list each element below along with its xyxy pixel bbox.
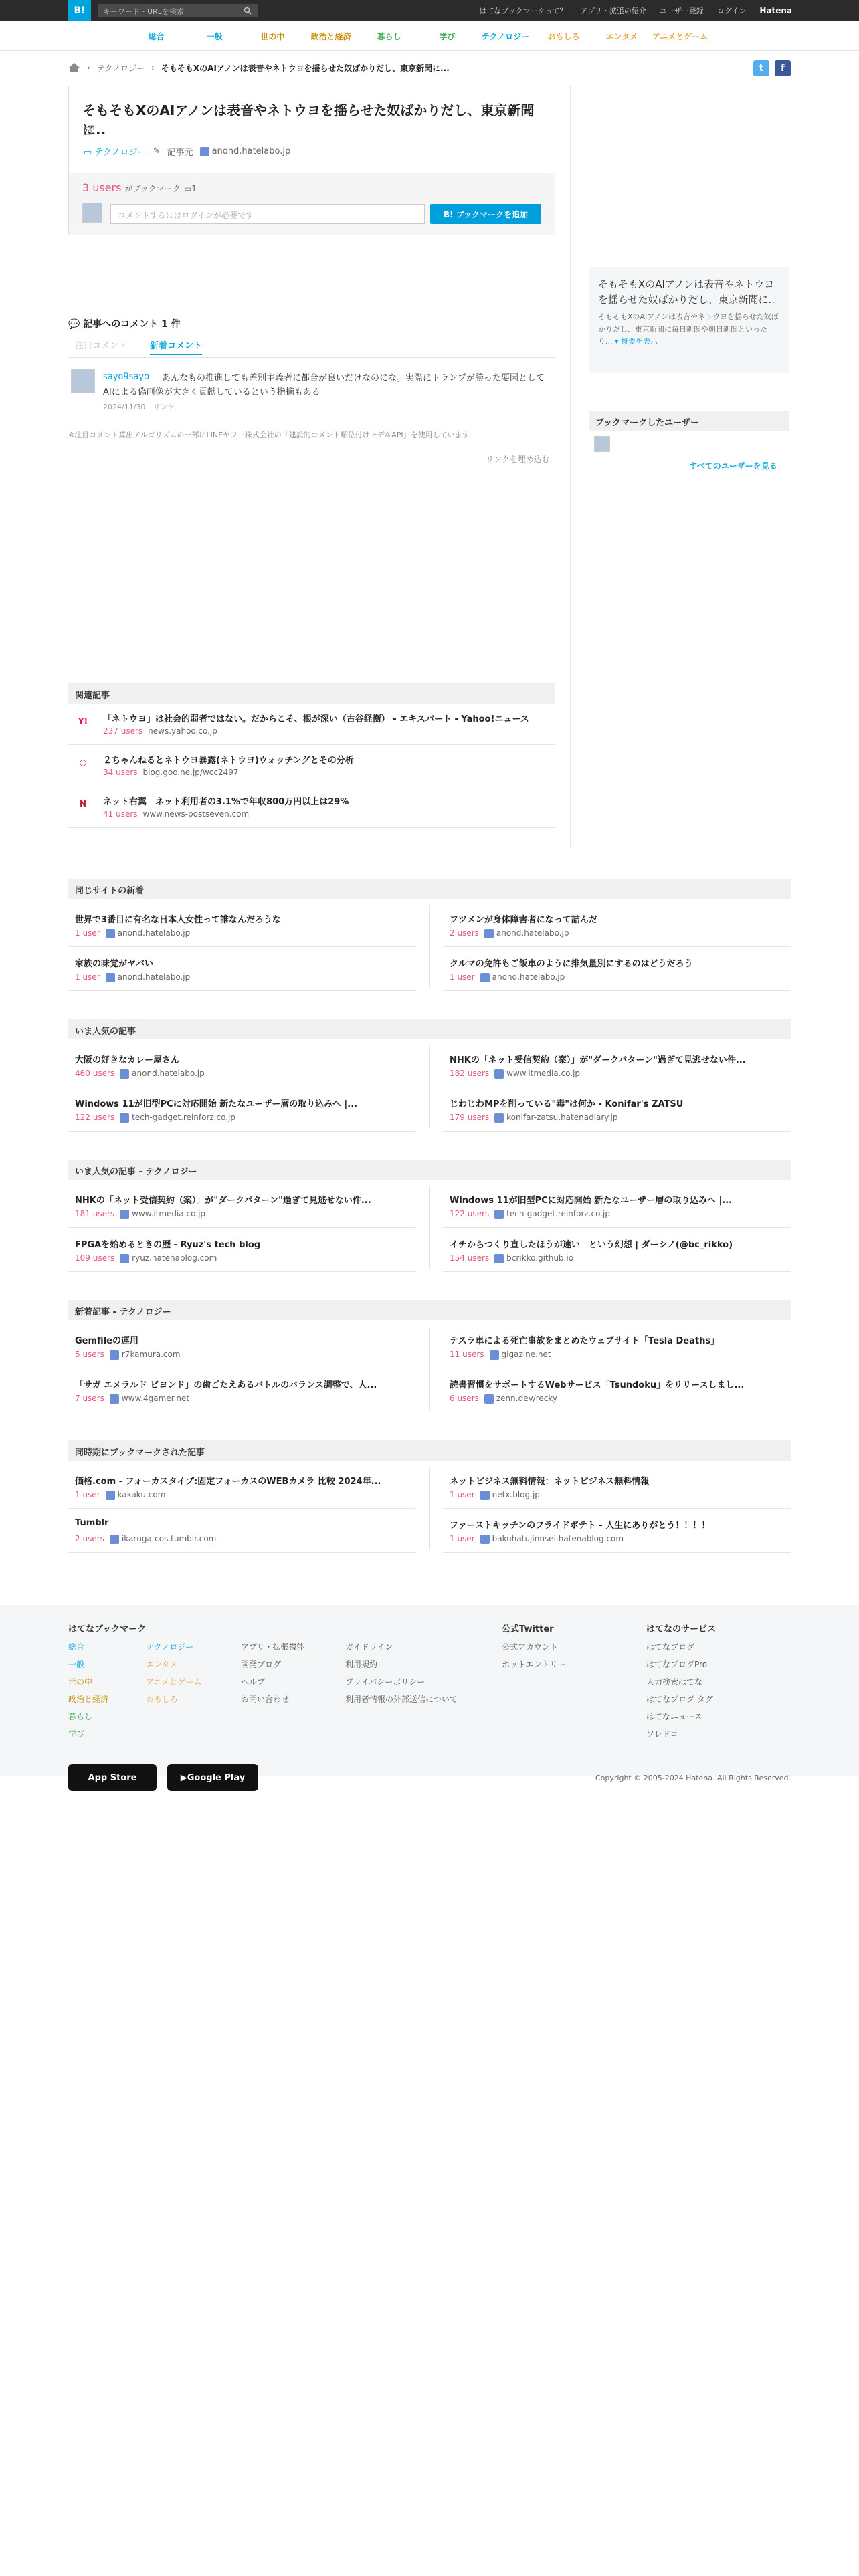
footer-heading: はてなブックマーク [68,1624,147,1634]
article-title[interactable]: テスラ車による死亡事故をまとめたウェブサイト「Tesla Deaths」 [450,1336,720,1346]
related-item[interactable] [68,786,555,828]
footer-link[interactable]: アニメとゲーム [146,1677,202,1687]
article-meta [450,1394,557,1404]
comment-algorithm-notice: ※注目コメント算出アルゴリズムの一部にLINEヤフー株式会社の「建設的コメント順位付けモデルAPI」を使用しています [68,431,470,439]
footer-links [646,1638,716,1743]
article-title[interactable]: Tumblr [75,1518,109,1528]
article-title[interactable]: FPGAを始めるときの歴 - Ryuz's tech blog [75,1240,261,1250]
users-count[interactable]: 237 users [103,726,143,736]
comment-permalink[interactable]: リンク [153,403,175,411]
article-title[interactable]: ファーストキッチンのフライドポテト - 人生にありがとう！！！！ [450,1521,710,1531]
users-count[interactable]: 460 users [75,1069,115,1078]
list-item[interactable] [443,1511,791,1553]
users-count[interactable]: 1 user [75,972,100,982]
site-favicon-icon [106,929,115,938]
comment-user[interactable]: sayo9sayo [103,372,150,382]
footer-link[interactable]: 一般 [68,1660,85,1669]
footer-link[interactable]: 学び [68,1729,85,1739]
show-summary-link[interactable]: ▾ 概要を表示 [615,337,658,346]
domain[interactable]: anond.hatelabo.jp [117,928,191,938]
entry-category[interactable] [84,145,147,158]
domain[interactable]: kakaku.com [117,1490,166,1499]
domain[interactable]: blog.goo.ne.jp/wcc2497 [142,768,239,777]
google-play-label: Google Play [187,1772,246,1783]
site-favicon-icon [120,1069,129,1079]
site-favicon-icon [120,1210,129,1219]
list-heading: いま人気の記事 [68,1019,791,1039]
related-meta [103,809,249,819]
site-favicon-icon [480,1535,490,1544]
users-count[interactable]: 7 users [75,1394,104,1403]
app-store-button[interactable] [68,1764,157,1791]
domain[interactable]: tech-gadget.reinforz.co.jp [132,1113,235,1122]
domain[interactable]: www.4gamer.net [121,1394,190,1403]
article-meta [75,1490,165,1500]
footer-heading: はてなのサービス [646,1624,717,1634]
site-favicon-icon [484,929,494,938]
edit-icon[interactable]: ✎ [153,146,161,156]
comments-title: 記事へのコメント 1 件 [83,319,181,330]
comment-meta [103,401,175,412]
site-favicon-icon [120,1113,129,1123]
users-count[interactable]: 122 users [75,1113,115,1122]
category-tab[interactable]: 世の中 [260,31,285,41]
list-heading: 新着記事 - テクノロジー [68,1300,791,1320]
category-bar [0,21,859,51]
footer-link[interactable]: アプリ・拡張機能 [241,1642,305,1652]
site-favicon-icon [110,1350,119,1360]
footer-link[interactable]: ホットエントリー [502,1660,566,1669]
list-item[interactable] [443,1371,791,1412]
all-users-link[interactable]: すべてのユーザーを見る [689,461,777,471]
article-meta [75,1069,205,1079]
site-favicon-icon [120,1254,129,1263]
article-title[interactable]: NHKの「ネット受信契約（案）」が"ダークパターン"過ぎて見逃せない件... [450,1055,746,1065]
article-meta [450,1253,573,1263]
list-heading: いま人気の記事 - テクノロジー [68,1160,791,1180]
domain[interactable]: r7kamura.com [121,1350,181,1359]
footer-links [68,1638,146,1743]
copyright: Copyright © 2005-2024 Hatena. All Rights Reserved. [595,1774,791,1782]
domain[interactable]: zenn.dev/recky [496,1394,557,1403]
hatena-bookmark-logo[interactable]: B! [68,0,91,21]
list-heading: 同時期にブックマークされた記事 [68,1440,791,1461]
site-favicon-icon [480,973,490,982]
users-count[interactable]: 6 users [450,1394,479,1403]
domain[interactable]: anond.hatelabo.jp [132,1069,205,1078]
footer-col-bookmark [68,1621,146,1743]
breadcrumb-separator: › [151,63,155,72]
list-item[interactable] [68,905,416,947]
footer-link[interactable]: 暮らし [68,1712,93,1721]
footer-link[interactable]: 世の中 [68,1677,93,1687]
footer-col-services [646,1621,716,1743]
tab-popular-comments[interactable]: 注目コメント [75,341,128,351]
app-store-label: App Store [88,1772,137,1783]
footer-link[interactable]: 公式アカウント [502,1642,558,1652]
article-meta [450,1490,540,1500]
list-item[interactable] [68,1511,416,1553]
comment-bubble-icon: 💬 [68,319,84,330]
domain[interactable]: gigazine.net [501,1350,551,1359]
related-item[interactable] [68,745,555,786]
article-title[interactable]: 読書習慣をサポートするWebサービス「Tsundoku」をリリースしまし... [450,1380,745,1390]
domain[interactable]: www.itmedia.co.jp [132,1209,206,1218]
footer-link[interactable]: はてなブログPro [646,1660,708,1669]
article-meta [75,972,190,982]
list-item[interactable] [443,1467,791,1509]
site-favicon-icon: Y! [78,716,88,726]
users-suffix: がブックマーク [124,184,181,193]
domain[interactable]: www.news-postseven.com [142,809,250,819]
site-favicon-icon [106,1491,115,1500]
footer-link[interactable]: ヘルプ [241,1677,266,1687]
list-item[interactable] [443,1046,791,1087]
tab-divider [68,357,555,358]
footer-link[interactable]: 開発ブログ [241,1660,282,1669]
article-title[interactable]: NHKの「ネット受信契約（案）」が"ダークパターン"過ぎて見逃せない件... [75,1196,371,1206]
breadcrumb-category[interactable]: テクノロジー [96,63,145,73]
avatar[interactable] [71,369,95,393]
domain[interactable]: bakuhatujinnsei.hatenablog.com [492,1534,624,1543]
footer-links [345,1638,458,1708]
site-favicon-icon [480,1491,490,1500]
list-item[interactable] [68,1327,416,1368]
entry-card [68,86,555,235]
category-tab[interactable]: 学び [439,31,456,41]
footer [0,1605,859,1776]
site-favicon-icon [110,1535,119,1544]
article-meta [75,1350,181,1360]
users-count[interactable]: 41 users [103,809,138,819]
domain[interactable]: ikaruga-cos.tumblr.com [121,1534,217,1543]
apps-link[interactable]: アプリ・拡張の紹介 [580,7,646,15]
domain[interactable]: bcrikko.github.io [506,1253,574,1263]
article-meta [75,1209,205,1219]
summary-body: そもそもXのAIアノンは表音やネトウヨを揺らせた奴ばかりだし、東京新聞に毎日新聞や朝日新聞といったり... [598,312,779,346]
article-title[interactable]: 大阪の好きなカレー屋さん [75,1055,180,1065]
related-title[interactable]: ネット右翼 ネット利用者の3.1%で年収800万円以上は29% [103,797,349,807]
list-item[interactable] [443,1327,791,1368]
comment-icon: ▭ [84,148,95,158]
show-summary-label: 概要を表示 [621,337,658,346]
list-item[interactable] [68,1046,416,1087]
column-divider [570,86,571,848]
article-title[interactable]: Windows 11が旧型PCに対応開始 新たなユーザー層の取り込みへ |... [450,1196,733,1206]
users-count[interactable]: 2 users [75,1534,104,1543]
comment-text: あんなもの推進しても差別主義者に都合が良いだけなのにな。実際にトランプが勝った要因としてAIによる偽画像が大きく貢献しているという指摘もある [103,373,545,397]
hatena-logo[interactable]: Hatena [759,6,792,15]
domain[interactable]: anond.hatelabo.jp [492,972,565,982]
list-item[interactable] [68,1467,416,1509]
footer-link[interactable]: はてなニュース [646,1712,702,1721]
category-tab[interactable]: 一般 [206,31,223,41]
tab-new-comments[interactable]: 新着コメント [150,338,202,355]
home-icon[interactable] [68,62,80,73]
comment-date[interactable]: 2024/11/30 [103,403,146,411]
entry-category-label: テクノロジー [94,148,147,158]
avatar [82,203,102,223]
article-title[interactable]: 家族の味覚がヤバい [75,959,154,969]
category-tab[interactable]: エンタメ [605,31,638,41]
related-heading: 関連記事 [68,683,555,704]
article-title[interactable]: イチからつくり直したほうが速い という幻想 | ダーシノ(@bc_rikko) [450,1240,733,1250]
list-item[interactable] [68,1230,416,1272]
article-title[interactable]: 「サガ エメラルド ビヨンド」の歯ごたえあるバトルのバランス調整で、人... [75,1380,377,1390]
site-favicon-icon [200,147,209,156]
footer-link[interactable]: 利用規約 [345,1660,378,1669]
breadcrumb [68,60,450,75]
users-count[interactable]: 1 user [450,1534,475,1543]
bookmark-count[interactable] [82,181,197,194]
footer-heading: 公式Twitter [502,1624,554,1634]
site-favicon-icon [494,1210,504,1219]
footer-col-twitter [502,1621,566,1673]
site-favicon-icon: ◎ [79,758,87,767]
article-meta [450,1113,617,1123]
list-item[interactable] [443,1230,791,1272]
users-count[interactable]: 179 users [450,1113,490,1122]
article-meta [75,1253,217,1263]
breadcrumb-current: そもそもXのAIアノンは表音やネトウヨを揺らせた奴ばかりだし、東京新聞に... [161,63,450,73]
domain[interactable]: netx.blog.jp [492,1490,540,1499]
site-favicon-icon [484,1394,494,1404]
footer-links [502,1638,566,1673]
entry-title[interactable]: そもそもXのAIアノンは表音やネトウヨを揺らせた奴ばかりだし、東京新聞に.. [82,102,535,138]
facebook-share-icon[interactable]: f [775,60,791,76]
footer-links [241,1638,305,1708]
users-count[interactable]: 182 users [450,1069,490,1078]
footer-link[interactable]: エンタメ [146,1660,178,1669]
footer-link[interactable]: ガイドライン [345,1642,393,1652]
users-count[interactable]: 1 user [450,972,475,982]
top-bar [0,0,859,21]
author-label: 記事元 [167,148,193,158]
site-favicon-icon: N [79,799,87,809]
footer-links [146,1638,201,1708]
entry-meta [84,145,290,158]
list-item[interactable] [68,1371,416,1412]
domain[interactable]: konifar-zatsu.hatenadiary.jp [506,1113,618,1122]
article-meta [75,1394,189,1404]
list-item[interactable] [68,1186,416,1228]
list-heading: 同じサイトの新着 [68,879,791,899]
users-count[interactable]: 1 user [450,1490,475,1499]
category-tab[interactable]: おもしろ [547,31,580,41]
breadcrumb-separator: › [87,63,90,72]
category-list [127,21,709,51]
footer-link[interactable]: テクノロジー [146,1642,194,1652]
summary-box [589,267,789,373]
google-play-button[interactable] [167,1764,258,1791]
entry-domain[interactable] [200,146,291,156]
summary-title: そもそもXのAIアノンは表音やネトウヨを揺らせた奴ばかりだし、東京新聞に.. [598,278,775,306]
users-count[interactable]: 109 users [75,1253,115,1263]
list-item[interactable] [443,1186,791,1228]
site-favicon-icon [494,1254,504,1263]
related-title[interactable]: 「ネトウヨ」は社会的弱者ではない。だからこそ、根が深い（古谷経衡） - エキスパート - Yahoo!ニュース [103,714,529,724]
domain[interactable]: tech-gadget.reinforz.co.jp [506,1209,610,1218]
related-item[interactable] [68,704,555,745]
article-meta [450,1350,551,1360]
embed-link[interactable]: リンクを埋め込む [486,455,550,464]
entry-domain-text: anond.hatelabo.jp [211,146,291,156]
top-nav [480,0,792,21]
login-link[interactable]: ログイン [717,7,747,15]
article-meta [450,1069,580,1079]
users-count[interactable]: 34 users [103,768,138,777]
related-meta [103,726,217,736]
article-title[interactable]: クルマの免許もご飯車のように排気量別にするのはどうだろう [450,959,693,969]
avatar[interactable] [594,436,610,452]
bookmarked-users-heading: ブックマークしたユーザー [589,411,789,431]
footer-link[interactable]: はてなブログ [646,1642,695,1652]
list-item[interactable] [443,950,791,991]
article-title[interactable]: じわじわMPを削っている"毒"は何か - Konifar's ZATSU [450,1099,684,1109]
related-title[interactable]: ２ちゃんねるとネトウヨ暴露(ネトウヨ)ウォッチングとその分析 [103,756,354,766]
footer-link[interactable]: はてなブログ タグ [646,1695,713,1704]
external-link-icon[interactable] [84,125,94,136]
list-item[interactable] [443,905,791,947]
list-item[interactable] [68,1090,416,1132]
users-count[interactable]: 11 users [450,1350,484,1359]
play-icon: ▶ [180,1772,187,1783]
domain[interactable]: news.yahoo.co.jp [148,726,217,736]
users-count[interactable]: 5 users [75,1350,104,1359]
users-count[interactable]: 1 user [75,1490,100,1499]
site-favicon-icon [494,1113,504,1123]
category-tab[interactable]: 総合 [148,31,165,41]
article-title[interactable]: ネットビジネス無料情報：ネットビジネス無料情報 [450,1477,650,1487]
users-count[interactable]: 181 users [75,1209,115,1218]
users-count[interactable]: 122 users [450,1209,490,1218]
search-icon[interactable] [244,7,252,15]
users-count[interactable]: 1 user [75,928,100,938]
list-item[interactable] [443,1090,791,1132]
category-tab[interactable]: 暮らし [377,31,401,41]
users-count: 3 users [82,181,122,194]
about-link[interactable]: はてなブックマークって？ [479,7,567,15]
domain[interactable]: anond.hatelabo.jp [496,928,569,938]
article-meta [450,972,565,982]
article-title[interactable]: 価格.com - フォーカスタイプ:固定フォーカスのWEBカメラ 比較 2024年... [75,1477,381,1487]
domain[interactable]: www.itmedia.co.jp [506,1069,581,1078]
site-favicon-icon [490,1350,499,1360]
site-favicon-icon [106,973,115,982]
list-item[interactable] [68,950,416,991]
related-meta [103,768,239,777]
summary-text [598,311,780,348]
article-title[interactable]: Windows 11が旧型PCに対応開始 新たなユーザー層の取り込みへ |... [75,1099,358,1109]
footer-link[interactable]: お問い合わせ [241,1695,290,1704]
users-count[interactable]: 154 users [450,1253,490,1263]
site-favicon-icon [110,1394,119,1404]
article-meta [450,1534,624,1544]
category-tab[interactable]: 政治と経済 [310,31,351,41]
article-title[interactable]: フツメンが身体障害者になって詰んだ [450,915,597,925]
article-meta [75,1113,235,1123]
comment-input[interactable]: コメントするにはログインが必要です [110,204,425,224]
signup-link[interactable]: ユーザー登録 [659,7,704,15]
category-tab[interactable]: アニメとゲーム [652,31,708,41]
footer-link[interactable]: おもしろ [146,1695,179,1704]
article-title[interactable]: 世界で3番目に有名な日本人女性って誰なんだろうな [75,915,282,925]
footer-link[interactable]: 総合 [68,1642,85,1652]
footer-link[interactable]: プライバシーポリシー [345,1677,425,1687]
add-bookmark-button[interactable]: B! ブックマークを追加 [430,204,541,224]
twitter-share-icon[interactable]: t [753,60,769,76]
comment-tabs [75,338,202,355]
domain[interactable]: ryuz.hatenablog.com [132,1253,217,1263]
footer-link[interactable]: 利用者情報の外部送信について [345,1695,458,1704]
article-title[interactable]: Gemfileの運用 [75,1336,138,1346]
search-input[interactable]: キーワード・URLを検索 [98,4,258,17]
footer-link[interactable]: ソレドコ [646,1729,678,1739]
site-favicon-icon [494,1069,504,1079]
article-meta [450,928,569,938]
comment-count-icon: ▭ [183,184,192,193]
article-meta [75,1534,216,1544]
article-meta [75,928,190,938]
article-meta [450,1209,610,1219]
domain[interactable]: anond.hatelabo.jp [117,972,191,982]
category-tab[interactable]: テクノロジー [481,31,530,41]
users-count[interactable]: 2 users [450,928,479,938]
footer-link[interactable]: 政治と経済 [68,1695,109,1704]
comment-count: 1 [191,184,197,193]
comments-heading [68,317,181,330]
footer-link[interactable]: 人力検索はてな [646,1677,703,1687]
